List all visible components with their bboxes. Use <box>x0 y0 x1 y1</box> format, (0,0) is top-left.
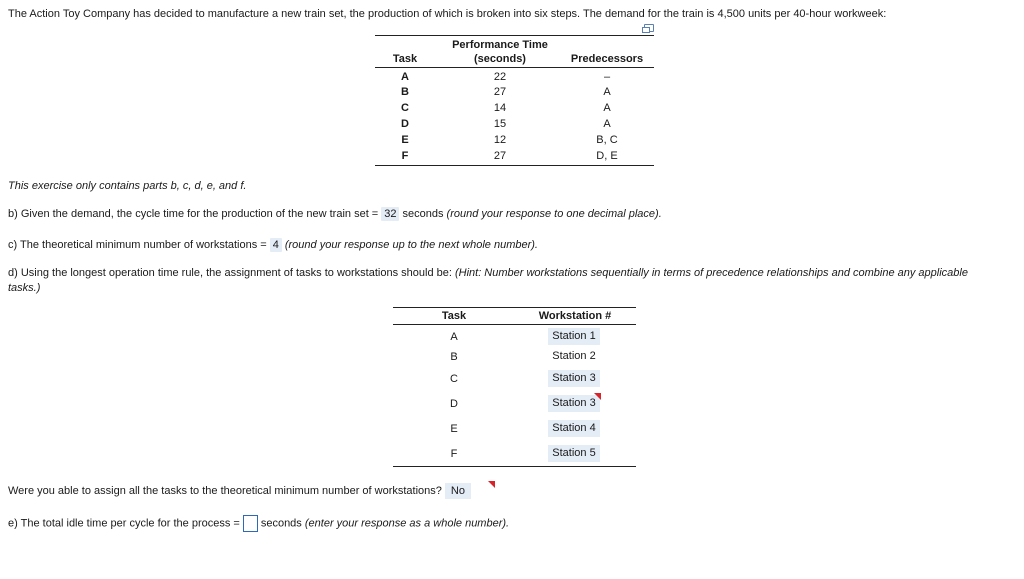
header-time-line2: (seconds) <box>474 53 526 65</box>
table-cell-task: E <box>401 134 409 146</box>
assign-question <box>8 485 471 497</box>
header-task: Task <box>392 53 418 65</box>
table-cell-task: C <box>450 373 458 385</box>
table2-bottom-rule <box>393 466 636 467</box>
header-task: Task <box>441 310 467 322</box>
table-cell-task: F <box>401 150 409 162</box>
table-cell-time: 27 <box>493 86 507 98</box>
table-bottom-rule <box>375 165 654 166</box>
table-cell-task: A <box>401 71 409 83</box>
part-d-hint: (Hint: Number workstations sequentially in terms of precedence relationships and combine any applicable <box>454 267 968 279</box>
table-top-rule <box>375 35 654 36</box>
part-d <box>8 267 968 279</box>
workstation-answer[interactable]: Station 3 <box>548 370 600 387</box>
workstation-answer[interactable]: Station 1 <box>548 328 600 345</box>
min-workstations-answer[interactable]: 4 <box>270 238 282 252</box>
part-c-prefix: c) The theoretical minimum number of workstations = <box>8 239 267 251</box>
assign-answer[interactable]: No <box>445 483 471 499</box>
workstation-answer[interactable]: Station 5 <box>548 445 600 462</box>
part-c-hint: (round your response up to the next whole number). <box>284 239 538 251</box>
table-cell-pred: – <box>603 71 611 83</box>
part-e <box>8 515 509 532</box>
header-workstation: Workstation # <box>538 310 612 322</box>
intro-text: The Action Toy Company has decided to manufacture a new train set, the production of which is broken into six steps. The demand for the train is 4,500 units per 40-hour workweek: <box>8 8 887 20</box>
workstation-answer[interactable]: Station 2 <box>552 350 596 362</box>
part-e-unit: seconds <box>260 517 302 530</box>
part-b <box>8 207 662 221</box>
table-cell-task: A <box>450 331 458 343</box>
part-d-prefix: d) Using the longest operation time rule, the assignment of tasks to workstations should be: <box>8 267 452 279</box>
incorrect-flag-icon <box>594 393 601 400</box>
table-cell-task: F <box>450 448 458 460</box>
table-cell-task: D <box>401 118 409 130</box>
part-b-unit: seconds <box>402 208 444 220</box>
part-b-hint: (round your response to one decimal place). <box>446 208 662 220</box>
incorrect-flag-icon <box>488 481 495 488</box>
table-cell-pred: D, E <box>596 150 618 162</box>
table-cell-time: 15 <box>493 118 507 130</box>
part-c <box>8 238 538 252</box>
table-cell-task: B <box>450 351 458 363</box>
table-cell-pred: A <box>603 102 611 114</box>
table-cell-time: 27 <box>493 150 507 162</box>
table2-top-rule <box>393 307 636 308</box>
copy-icon[interactable] <box>644 24 654 32</box>
table-cell-pred: A <box>603 86 611 98</box>
part-b-prefix: b) Given the demand, the cycle time for the production of the new train set = <box>8 208 379 220</box>
table-cell-time: 12 <box>493 134 507 146</box>
assign-question-text: Were you able to assign all the tasks to the theoretical minimum number of workstations? <box>8 485 442 497</box>
table-cell-task: B <box>401 86 409 98</box>
header-predecessors: Predecessors <box>570 53 644 65</box>
table-cell-time: 14 <box>493 102 507 114</box>
table-cell-task: C <box>401 102 409 114</box>
table-cell-pred: A <box>603 118 611 130</box>
part-d-hint-cont: tasks.) <box>8 282 41 294</box>
table-cell-task: E <box>450 423 458 435</box>
table-header-rule <box>375 67 654 68</box>
workstation-answer[interactable]: Station 4 <box>548 420 600 437</box>
table-cell-time: 22 <box>493 71 507 83</box>
table-cell-pred: B, C <box>596 134 618 146</box>
part-e-prefix: e) The total idle time per cycle for the process = <box>8 517 240 530</box>
header-time-line1: Performance Time <box>452 39 548 51</box>
cycle-time-answer[interactable]: 32 <box>381 207 399 221</box>
table-cell-task: D <box>450 398 458 410</box>
part-e-hint: (enter your response as a whole number). <box>304 517 510 530</box>
exercise-note: This exercise only contains parts b, c, d, e, and f. <box>8 180 247 192</box>
table2-header-rule <box>393 324 636 325</box>
idle-time-input[interactable] <box>243 515 258 532</box>
workstation-answer[interactable]: Station 3 <box>548 395 600 412</box>
